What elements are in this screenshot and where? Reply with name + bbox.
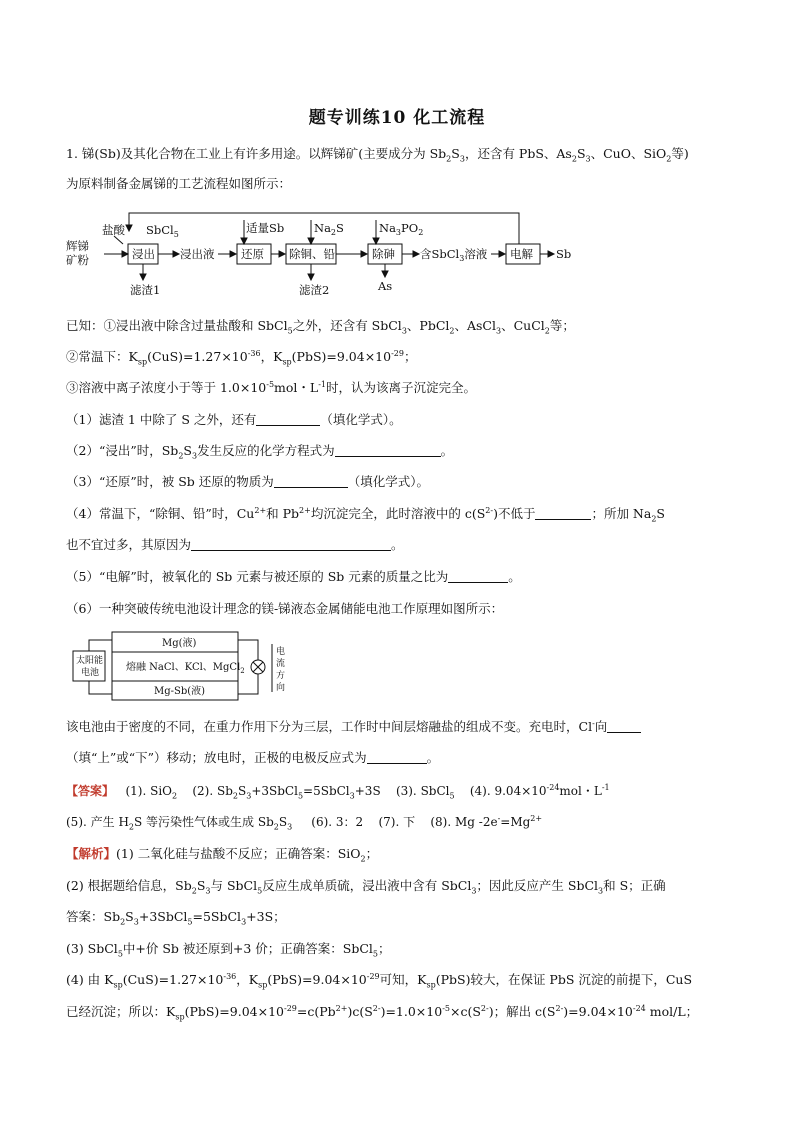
process-flow-diagram	[66, 206, 586, 298]
flow-reagent-na2s: $Na_2S$	[314, 221, 344, 237]
layer-molten-salt: 熔融 NaCl、KCl、MgCl$_2$	[126, 662, 245, 675]
flow-box5-label: 电解	[510, 247, 533, 261]
question-6-text-1: 该电池由于密度的不同，在重力作用下分为三层，工作时中间层熔融盐的组成不变。充电时，Cl-向	[66, 719, 641, 735]
question-4-cont: 也不宜过多，其原因为 。	[66, 537, 404, 552]
battery-diagram	[72, 630, 302, 704]
layer-mg-sb: Mg-Sb(液)	[154, 686, 206, 697]
answer-line-1: 【答案】 (1). SiO$_2$ (2). $Sb_2S_3+3SbCl_5=5SbCl_3+3S$ (3). SbCl$_5$ (4). $9.04\times 10^{-24}mol$・$L^{-1}$	[66, 783, 610, 801]
answer-blank-7[interactable]	[607, 720, 641, 733]
flow-box2-label: 还原	[241, 247, 264, 261]
question-6-text-2: （填“上”或“下”）移动；放电时，正极的电极反应式为 。	[66, 750, 440, 765]
flow-feed-1: 辉锑	[66, 239, 89, 253]
solar-label-2: 电池	[81, 668, 100, 678]
question-3: （3）“还原”时，被 Sb 还原的物质为 （填化学式）。	[66, 474, 430, 489]
solar-label-1: 太阳能	[76, 656, 104, 666]
current-dir-1: 电	[276, 647, 286, 657]
answer-blank-2[interactable]	[335, 444, 441, 457]
flow-box4-label: 除砷	[372, 247, 395, 261]
question-2: （2）“浸出”时，$Sb_2S_3$发生反应的化学方程式为 。	[66, 443, 454, 461]
current-dir-3: 方	[276, 671, 286, 681]
answer-blank-5[interactable]	[191, 538, 391, 551]
analysis-1: 【解析】(1) 二氧化硅与盐酸不反应；正确答案：SiO$_2$；	[66, 846, 379, 864]
analysis-label: 【解析】	[66, 846, 117, 861]
page-title: 题专训练10 化工流程	[308, 108, 486, 128]
flow-sbcl5: SbCl$_5$	[146, 223, 179, 239]
flow-residue2: 滤渣2	[299, 283, 330, 297]
analysis-4-cont: 已经沉淀；所以：$K_{sp}(PbS)=9.04\times 10^{-29}=c(Pb^{2+})c(S^{2-})=1.0\times 10^{-5}\times c(S^{2-})$；解出 $c(S^{2-})=9.04\times 10^{-24}$ mol/L；	[66, 1003, 699, 1022]
flow-sbcl3-solution: 含SbCl$_3$溶液	[420, 247, 488, 263]
known-3: ③溶液中离子浓度小于等于 $1.0\times 10^{-5}mol$・$L^{-1}$时，认为该离子沉淀完全。	[66, 379, 477, 395]
known-1: 已知：①浸出液中除含过量盐酸和 SbCl$_5$之外，还含有 SbCl$_3$、PbCl$_2$、AsCl$_3$、CuCl$_2$等；	[66, 318, 575, 336]
answer-blank-1[interactable]	[256, 413, 320, 426]
current-dir-4: 向	[276, 683, 286, 693]
flow-leachate: 浸出液	[180, 247, 215, 261]
analysis-3: (3) SbCl$_5$中+价 Sb 被还原到+3 价；正确答案：SbCl$_5$；	[66, 941, 391, 959]
question-1: （1）滤渣 1 中除了 S 之外，还有 （填化学式）。	[66, 412, 402, 427]
flow-reagent-sb: 适量Sb	[246, 221, 285, 235]
flow-hcl: 盐酸	[102, 223, 125, 237]
question-6: （6）一种突破传统电池设计理念的镁-锑液态金属储能电池工作原理如图所示：	[66, 601, 504, 616]
current-dir-2: 流	[276, 659, 286, 669]
answer-blank-3[interactable]	[274, 475, 348, 488]
analysis-2-cont: 答案：$Sb_2S_3+3SbCl_5=5SbCl_3+3S$；	[66, 909, 286, 927]
flow-reagent-na3po2: $Na_3PO_2$	[379, 221, 424, 237]
flow-residue1: 滤渣1	[130, 283, 161, 297]
question-intro-2: 为原料制备金属锑的工艺流程如图所示：	[66, 176, 292, 191]
answer-line-2: (5). 产生 $H_2S$ 等污染性气体或生成 $Sb_2S_3$ (6). 3：2 (7). 下 (8). Mg $-2e^-=Mg^{2+}$	[66, 814, 543, 832]
analysis-2: (2) 根据题给信息，$Sb_2S_3$与 SbCl$_5$反应生成单质硫，浸出液中含有 SbCl$_3$；因此反应产生 SbCl$_3$和 S；正确	[66, 878, 666, 896]
answer-label: 【答案】	[66, 784, 115, 798]
question-4: （4）常温下，“除铜、铅”时，$Cu^{2+}$和 $Pb^{2+}$均沉淀完全，此时溶液中的 $c(S^{2-})$不低于 ；所加 $Na_2S$	[66, 505, 665, 524]
flow-box3-label: 除铜、铅	[289, 247, 335, 261]
question-intro: 1. 锑(Sb)及其化合物在工业上有许多用途。以辉锑矿(主要成分为 $Sb_2S_3$，还含有 PbS、$As_2S_3$、CuO、SiO$_2$等)	[66, 146, 689, 164]
known-2: ②常温下：$K_{sp}(CuS)=1.27\times 10^{-36}$，$K_{sp}(PbS)=9.04\times 10^{-29}$；	[66, 348, 417, 367]
flow-as: As	[378, 279, 393, 293]
answer-blank-8[interactable]	[367, 751, 427, 764]
layer-mg: Mg(液)	[162, 638, 197, 649]
question-5: （5）“电解”时，被氧化的 Sb 元素与被还原的 Sb 元素的质量之比为 。	[66, 569, 521, 584]
answer-blank-4[interactable]	[535, 507, 591, 520]
flow-product: Sb	[556, 247, 572, 261]
answer-blank-6[interactable]	[448, 570, 508, 583]
flow-feed-2: 矿粉	[66, 253, 89, 267]
analysis-4: (4) 由 $K_{sp}(CuS)=1.27\times 10^{-36}$，$K_{sp}(PbS)=9.04\times 10^{-29}$可知，$K_{sp}(PbS)$较大，在保证 PbS 沉淀的前提下，CuS	[66, 971, 693, 990]
flow-box1-label: 浸出	[132, 247, 155, 261]
